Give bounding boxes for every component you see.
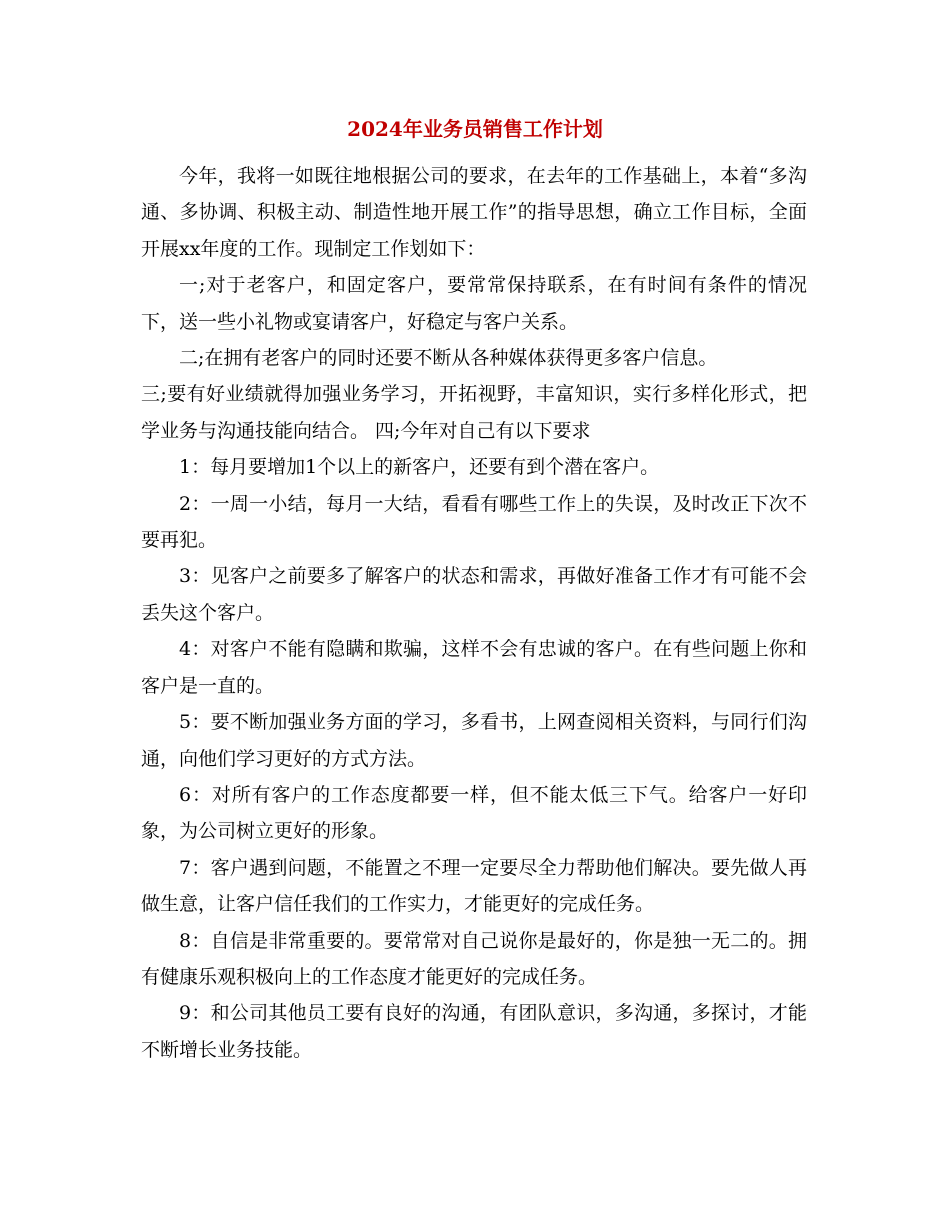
requirement-2-paragraph: 2：一周一小结，每月一大结，看看有哪些工作上的失误，及时改正下次不要再犯。 bbox=[141, 492, 807, 552]
point-2-paragraph: 二;在拥有老客户的同时还要不断从各种媒体获得更多客户信息。 bbox=[179, 347, 718, 370]
document-title: 2024年业务员销售工作计划 bbox=[347, 117, 603, 141]
point-3-4-paragraph: 三;要有好业绩就得加强业务学习，开拓视野，丰富知识，实行多样化形式，把学业务与沟通技能向结合。 四;今年对自己有以下要求 bbox=[141, 383, 807, 442]
requirement-9-paragraph: 9：和公司其他员工要有良好的沟通，有团队意识，多沟通，多探讨，才能不断增长业务技能。 bbox=[141, 1002, 807, 1061]
requirement-7-paragraph: 7：客户遇到问题，不能置之不理一定要尽全力帮助他们解决。要先做人再做生意，让客户信任我们的工作实力，才能更好的完成任务。 bbox=[141, 856, 807, 916]
requirement-8-paragraph: 8：自信是非常重要的。要常常对自己说你是最好的，你是独一无二的。拥有健康乐观积极向上的工作态度才能更好的完成任务。 bbox=[141, 929, 807, 988]
intro-paragraph: 今年，我将一如既往地根据公司的要求，在去年的工作基础上，本着“多沟通、多协调、积极主动、制造性地开展工作”的指导思想，确立工作目标，全面开展xx年度的工作。现制定工作划如下： bbox=[141, 165, 807, 260]
point-1-paragraph: 一;对于老客户，和固定客户，要常常保持联系，在有时间有条件的情况下，送一些小礼物或宴请客户，好稳定与客户关系。 bbox=[141, 274, 807, 333]
document-body bbox=[141, 158, 807, 1068]
requirement-1-paragraph: 1：每月要增加1个以上的新客户，还要有到个潜在客户。 bbox=[179, 456, 660, 479]
requirement-5-paragraph: 5：要不断加强业务方面的学习，多看书，上网查阅相关资料，与同行们沟通，向他们学习更好的方式方法。 bbox=[141, 711, 807, 770]
requirement-3-paragraph: 3：见客户之前要多了解客户的状态和需求，再做好准备工作才有可能不会丢失这个客户。 bbox=[141, 565, 807, 624]
requirement-4-paragraph: 4：对客户不能有隐瞒和欺骗，这样不会有忠诚的客户。在有些问题上你和客户是一直的。 bbox=[141, 638, 807, 697]
requirement-6-paragraph: 6：对所有客户的工作态度都要一样，但不能太低三下气。给客户一好印象，为公司树立更好的形象。 bbox=[141, 783, 807, 843]
